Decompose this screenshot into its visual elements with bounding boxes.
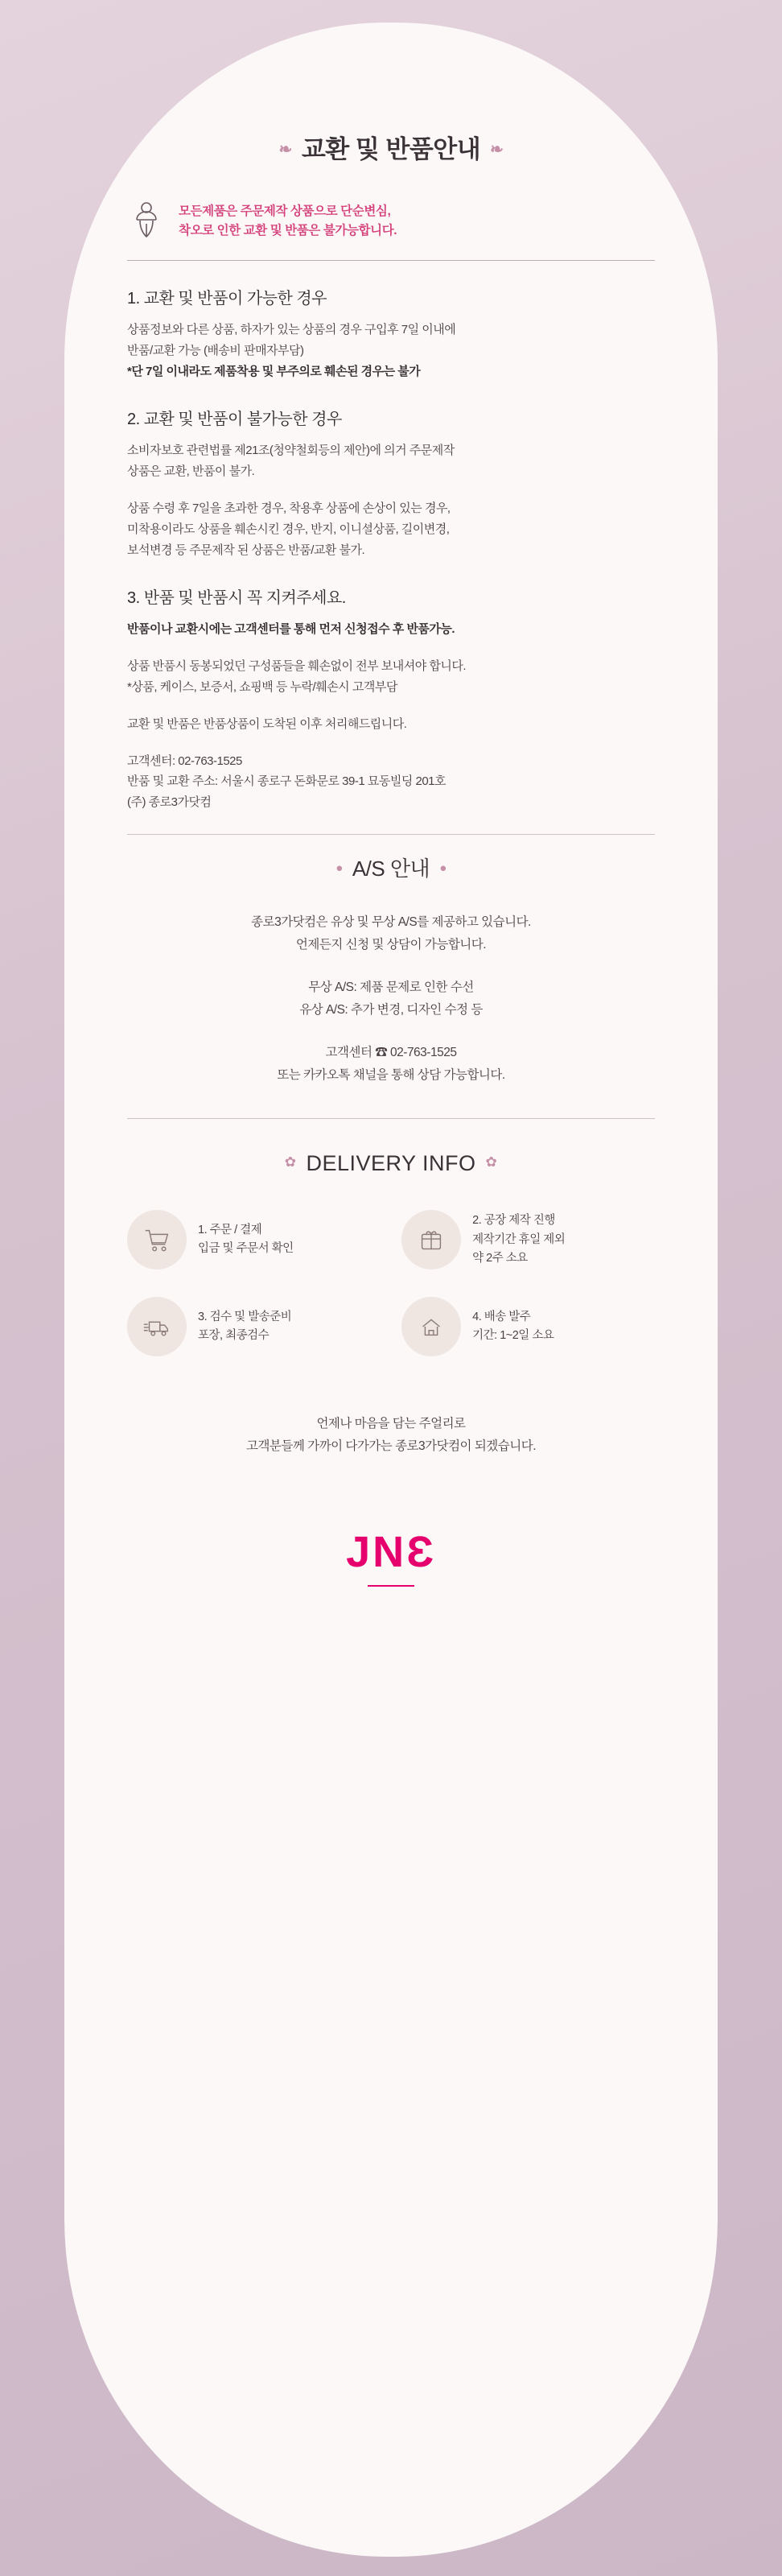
delivery-step-3 [127,1297,381,1356]
section-3-line-4: *상품, 케이스, 보증서, 쇼핑백 등 누락/훼손시 고객부담 [127,679,397,694]
delivery-heading-text: DELIVERY INFO [306,1151,476,1176]
section-1-line-2: 반품/교환 가능 (배송비 판매자부담) [127,343,304,357]
section-1-heading: 1. 교환 및 반품이 가능한 경우 [127,290,327,308]
as-deco-right-icon: ● [439,861,447,875]
as-block-3-line-1: 고객센터 ☎ 02-763-1525 [325,1046,457,1060]
section-2-line-6: 보석변경 등 주문제작 된 상품은 반품/교환 불가. [127,543,365,557]
delivery-steps [127,1210,655,1356]
section-2-line-4: 상품 수령 후 7일을 초과한 경우, 착용후 상품에 손상이 있는 경우, [127,501,451,515]
delivery-step-1 [127,1210,381,1269]
section-3-spacer-2 [127,698,655,714]
section-3-line-3: 상품 반품시 동봉되었던 구성품들을 훼손없이 전부 보내셔야 합니다. [127,659,467,674]
as-block-3 [127,1042,655,1086]
delivery-step-4 [401,1297,655,1356]
delivery-step-row-1 [127,1210,655,1269]
gift-box-icon [401,1210,461,1269]
section-1-line-1: 상품정보와 다른 상품, 하자가 있는 상품의 경우 구입후 7일 이내에 [127,323,456,336]
section-exchange-impossible [127,406,655,560]
delivery-section-heading [127,1151,655,1176]
section-3-spacer-3 [127,735,655,751]
brand-logo-text: JNƐ [346,1528,436,1577]
delivery-step-2-line-2: 제작기간 휴일 제외 [472,1232,566,1246]
section-exchange-possible [127,285,655,382]
divider-top [127,260,655,261]
as-block-1 [127,911,655,956]
company-name: (주) 종로3가닷컴 [127,795,212,810]
section-2-line-2: 상품은 교환, 반품이 불가. [127,464,255,479]
home-icon [401,1297,461,1356]
delivery-step-4-line-1: 4. 배송 발주 [472,1310,531,1323]
notice-line-1: 모든제품은 주문제작 상품으로 단순변심, [179,204,391,218]
as-block-2-line-2: 유상 A/S: 추가 변경, 디자인 수정 등 [299,1002,483,1017]
delivery-step-2-line-1: 2. 공장 제작 진행 [472,1214,555,1228]
as-deco-left-icon: ● [335,861,343,875]
as-block-1-line-2: 언제든지 신청 및 상담이 가능합니다. [295,937,487,952]
delivery-step-1-line-1: 1. 주문 / 결제 [198,1223,262,1236]
delivery-step-2 [401,1210,655,1269]
brand-logo [127,1527,655,1587]
section-3-line-1: 반품이나 교환시에는 고객센터를 통해 먼저 신청접수 후 반품가능. [127,622,455,637]
as-heading-text: A/S 안내 [352,856,430,881]
delivery-step-3-text [198,1308,291,1346]
section-1-line-3: *단 7일 이내라도 제품착용 및 부주의로 훼손된 경우는 불가 [127,364,421,378]
delivery-step-1-line-2: 입금 및 주문서 확인 [198,1242,294,1256]
delivery-step-2-text [472,1212,565,1268]
title-deco-right-icon: ❧ [490,141,504,159]
notice-text [179,202,397,241]
as-block-2-line-1: 무상 A/S: 제품 문제로 인한 수선 [308,980,474,995]
section-2-heading: 2. 교환 및 반품이 불가능한 경우 [127,411,342,429]
customer-center-phone: 고객센터: 02-763-1525 [127,753,242,768]
section-2-line-1: 소비자보호 관련법률 제21조(청약철회등의 제안)에 의거 주문제작 [127,444,455,458]
as-block-1-line-1: 종로3가닷컴은 유상 및 무상 A/S를 제공하고 있습니다. [251,914,531,929]
as-section-body [127,911,655,1086]
brand-logo-underline [368,1585,414,1587]
delivery-step-row-2 [127,1297,655,1356]
section-2-spacer [127,482,655,498]
section-return-rules [127,584,655,813]
delivery-deco-left-icon: ✿ [284,1154,297,1170]
delivery-step-4-line-2: 기간: 1~2일 소요 [472,1329,554,1343]
section-2-line-5: 미착용이라도 상품을 훼손시킨 경우, 반지, 이니셜상품, 길이변경, [127,522,450,536]
page-title-text: 교환 및 반품안내 [301,135,481,163]
delivery-step-2-line-3: 약 2주 소요 [472,1252,528,1265]
delivery-step-3-line-1: 3. 검수 및 발송준비 [198,1310,292,1323]
as-section-heading [127,852,655,882]
delivery-truck-icon [127,1297,187,1356]
notice-banner [127,200,655,260]
delivery-deco-right-icon: ✿ [485,1154,498,1170]
divider-before-as [127,834,655,835]
shopping-cart-icon [127,1210,187,1269]
page-title [127,129,655,165]
section-3-heading: 3. 반품 및 반품시 꼭 지켜주세요. [127,589,346,608]
delivery-step-3-line-2: 포장, 최종검수 [198,1329,270,1343]
title-deco-left-icon: ❧ [278,141,292,159]
divider-before-delivery [127,1118,655,1119]
person-bow-icon [127,200,166,242]
as-block-2 [127,976,655,1021]
return-address-line: 반품 및 교환 주소: 서울시 종로구 돈화문로 39-1 묘동빌딩 201호 [127,774,447,789]
closing-line-2: 고객분들께 가까이 다가가는 종로3가닷컴이 되겠습니다. [245,1439,537,1454]
delivery-step-1-text [198,1221,294,1259]
closing-line-1: 언제나 마음을 담는 주얼리로 [316,1417,466,1431]
section-3-line-6: 교환 및 반품은 반품상품이 도착된 이후 처리해드립니다. [127,716,407,731]
delivery-step-4-text [472,1308,554,1346]
page-content [64,0,718,1587]
notice-line-2: 착오로 인한 교환 및 반품은 불가능합니다. [179,224,397,237]
as-block-3-line-2: 또는 카카오톡 채널을 통해 상담 가능합니다. [277,1067,505,1082]
section-3-spacer-1 [127,640,655,656]
closing-message [127,1413,655,1458]
